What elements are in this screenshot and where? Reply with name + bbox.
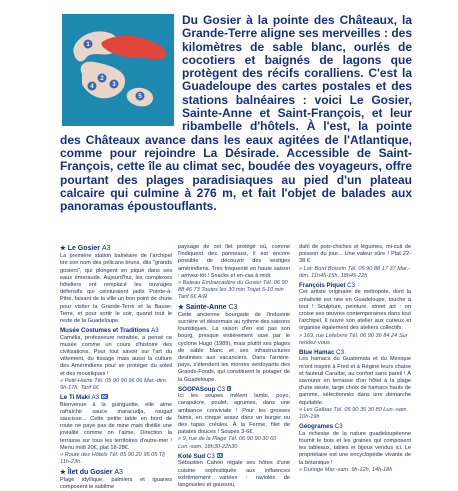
listing-entry: [178, 304, 290, 384]
map-reference: A3: [151, 327, 159, 334]
listing-description: Ici les soupes mêlent lambi, poyo, carapulcre, poulet, agrumes, dans une ambiance conviviale ! Pour les grosses faims, en cinque assez dans un burger ou des tapas créoles. À la Ferme, filet de patates douces ! Soupes 3-6€.: [178, 393, 290, 436]
map-marker-label-1: 1: [86, 42, 90, 48]
listing-description: Les hamacs du Guatemala et du Mexique m'ont inspiré à Fred et à Régine leurs chaise et fauteuil Caraïbe, au confort sans pareil ! À savourer en terrasse d'un hôtel à la plage d'une sieste, large choix de hamacs hauts de gamme, sélectionnés dans une démarche équitable.: [299, 356, 411, 406]
map-reference: C3: [336, 349, 344, 356]
map-reference: C3: [347, 282, 355, 289]
listing-heading: [60, 327, 172, 334]
listing-practical-info: » Bateau Embarcadère du Gosier Tél. 06 90 88 46 73 Toutes les 30 min Trajet 5-10 min Tarif 6€ A/R: [178, 280, 290, 302]
price-badge: €€: [101, 394, 108, 399]
map-reference: C3: [207, 453, 215, 460]
listing-description: dahl de pois-chiches et légumes, mi-cuit de poisson du jour... Une valeur sûre ! Plat 22-38 €.: [299, 244, 411, 266]
listing-description: Bienvenue à la guinguette, elle aime rafraîchir sauce maracudja, rougail saucisse... Cette petite table en bord de route ne paye pas de mine mais distille une jovialité comme on l'aime. Direction la terrasse sur tous les territoires d'outre-mer ! Menu midi 20€, plat 18-28€.: [60, 402, 172, 452]
listing-practical-info: » 169, rue Lefebvre Tél. 06 90 36 84 24 Sur rendez-vous: [299, 333, 411, 347]
star-icon: ★: [178, 304, 184, 311]
section-heading: [60, 245, 172, 253]
listing-description: Cet artiste originaire de métropole, dont la créativité est née en Guadeloupe, touche à tout ! Sculpture, peinture, street art : on croise ses œuvres contemporaines dans tout l'archipel. Il ouvre son atelier aux curieux et organise également des ateliers collectifs.: [299, 289, 411, 332]
column-3: [299, 244, 411, 454]
listing-practical-info: » 9, rue de la Plage Tél. 06 90 90 30 60 Lun.-sam. 18h30-22h30: [178, 436, 290, 450]
listing-entry: [178, 386, 290, 451]
listing-entry: [299, 282, 411, 347]
listing-practical-info: » Petit-Havre Tél. 05 90 90 96 06 Mar.-dim. 9h-17h. Tarif 6€: [60, 378, 172, 392]
map-reference: C3: [228, 304, 237, 311]
column-2: [178, 244, 290, 454]
listing-description: La richesse de la nature guadeloupéenne fournit le bois et les graines qui composent les tableaux, tables et bijoux vendus ici. Le propriétaire est une encyclopédie vivante de la botanique !: [299, 431, 411, 467]
listing-practical-info: » Route des Hôtels Tél. 05 90 20 95 05 Tlj 11h-23h.: [60, 452, 172, 466]
listing-entry: [178, 244, 290, 302]
listing-entry: [299, 349, 411, 421]
listing-name: SOOPASoup: [178, 386, 215, 393]
listing-entry: [299, 244, 411, 280]
listing-description: Sébastien Cahon régale ses hôtes d'une cuisine sophistiquée aux influences extrêmement variées : raviolés de langoustes et goussou,: [178, 460, 290, 489]
map-reference: C3: [335, 423, 343, 430]
star-icon: ★: [60, 245, 66, 252]
listing-name: Îlet du Gosier: [68, 469, 113, 476]
listing-practical-info: » Duringe Mar.-sam. 9h-12h, 14h-18h: [299, 467, 411, 474]
listing-name: Sainte-Anne: [186, 304, 227, 311]
map-reference: C3: [217, 386, 225, 393]
listing-heading: [299, 349, 411, 356]
listing-heading: [178, 386, 290, 393]
listing-entry: [60, 394, 172, 466]
section-heading: [60, 469, 172, 477]
listing-name: Koté Sud: [178, 453, 205, 460]
listing-entry: [60, 327, 172, 392]
listing-name: Blue Hamac: [299, 349, 334, 356]
listing-name: Le Ti Maki: [60, 394, 90, 401]
map-reference: A3: [92, 394, 100, 401]
star-icon: ★: [60, 469, 66, 476]
listing-heading: [60, 394, 172, 401]
map-reference: A3: [102, 245, 111, 252]
listing-practical-info: » Lot. Bord Boisvin Tél. 05 90 88 17 37 Mar.-dim. 11h45-15h, 18h45-22h: [299, 266, 411, 280]
listing-description: La première station balnéaire de l'archipel tire son nom des pélicans bruns, dits "grands gosiers", qui plongent en piqué dans ses eaux émeraude. Aujourd'hui, les complexes hôteliers ont remplacé les ouvrages défensifs qui ceinturaient jadis Pointe-à-Pitre, faisant de la ville un bon point de chute pour visiter la Grande-Terre et la Basse-Terre, et pour sortir le soir, quand tout le reste de la Guadeloupe.: [60, 253, 172, 325]
listing-description: Camélia, professeure retraitée, a pensé ce musée comme un cours d'histoire des civilisations. Pour tout savoir sur l'art du vêtement, du tissage mais aussi la culture des Amérindiens pour se protéger du soleil et des moustiques !: [60, 335, 172, 378]
listing-name: Géogrames: [299, 423, 333, 430]
map-reference: A3: [114, 469, 123, 476]
section-heading: [178, 304, 290, 312]
listing-entry: [60, 245, 172, 325]
price-badge: €€: [217, 453, 224, 458]
price-badge: €: [227, 386, 231, 391]
listing-practical-info: » Les Galbas Tél. 05 90 35 30 80 Lun.-sam. 10h-19h: [299, 407, 411, 421]
listing-heading: [299, 282, 411, 289]
map-marker-label-3: 3: [112, 82, 116, 88]
listing-name: Musée Costumes et Traditions: [60, 327, 149, 334]
listing-heading: [178, 453, 290, 460]
map-marker-label-5: 5: [138, 94, 142, 100]
listing-name: François Piquet: [299, 282, 345, 289]
listing-entry: [299, 423, 411, 474]
map-marker-label-4: 4: [90, 84, 94, 90]
listing-description: Plage idyllique, palmiers et iguanes composent le sublime: [60, 477, 172, 491]
column-1: [60, 244, 172, 454]
listing-entry: [178, 453, 290, 489]
listing-entry: [60, 469, 172, 491]
region-map: [62, 14, 174, 126]
listing-description: Cette ancienne bourgade de l'industrie sucrière vit désormais au rythme des saisons touristiques. La raison d'en est pas son bourg, presque entièrement rasé par le cyclone Hugo (1989), mais plutôt ses plages de sable blanc et ses infrastructures destinées aux vacanciers. Dans l'arrière-pays, s'étendent les mornes verdoyants des Grands-Fonds, qui constituent le potager de la Guadeloupe.: [178, 312, 290, 384]
listing-name: Le Gosier: [68, 245, 100, 252]
listing-heading: [299, 423, 411, 430]
intro-text: Du Gosier à la pointe des Châteaux, la Grande-Terre aligne ses merveilles : des kilomètres de sable blanc, ourlés de cocotiers et baignés de lagons que protègent des récifs coralliens. C'est la Guadeloupe des cartes postales et des stations balnéaires : voici Le Gosier, Sainte-Anne et Saint-François, et leur ribambelle d'hôtels. À l'est, la pointe des Châteaux avance dans les eaux agitées de l'Atlantique, comme pour rejoindre La Désirade. Accessible de Saint-François, cette île au climat sec, boudée des voyageurs, offre pourtant des plages paradisiaques au pied d'un plateau calcaire qui culmine à 276 m, et fait l'objet de balades aux panoramas époustouflants.: [60, 14, 412, 213]
listing-description: paysage de cet îlet protégé où, comme l'indiquent des panneaux, il est encore possible de découvrir des vestiges amérindiens. Très fréquenté en haute saison : arrivez-tôt ! Snacks et en-cas à midi.: [178, 244, 290, 280]
map-marker-label-2: 2: [100, 76, 104, 82]
